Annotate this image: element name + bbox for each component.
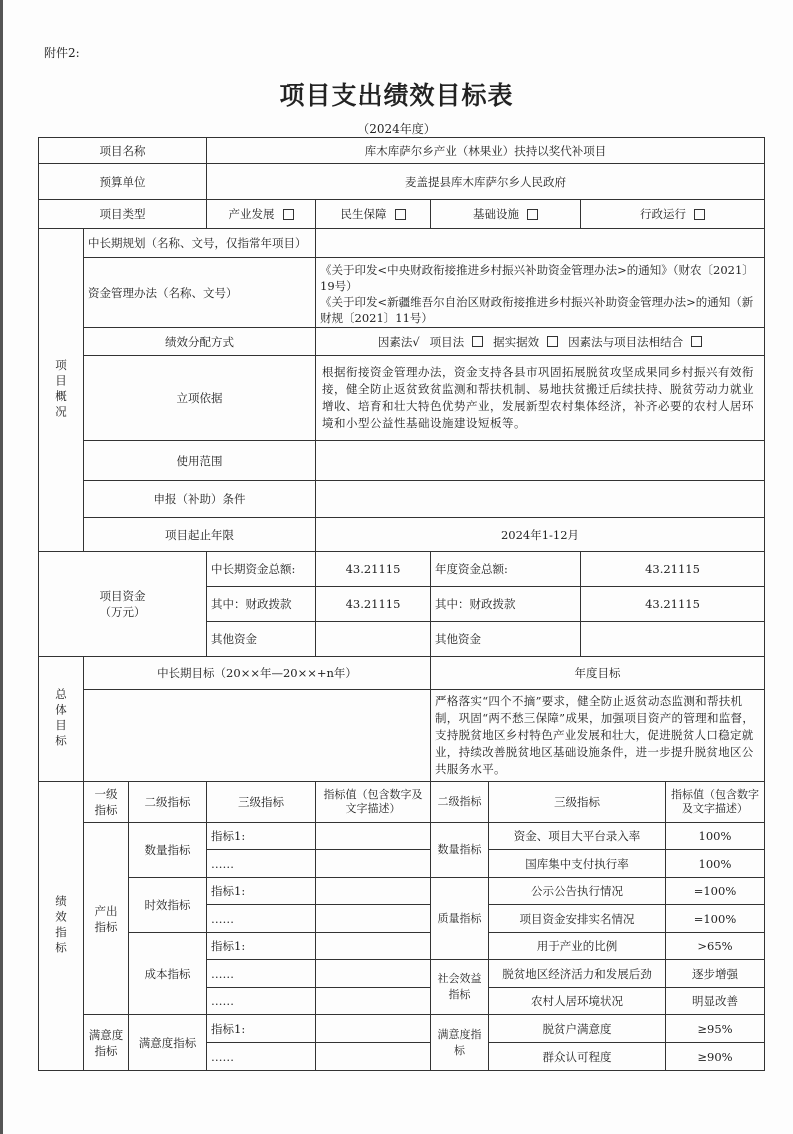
annual-fiscal-value: 43.21115 <box>580 586 765 622</box>
cost-item1: 指标1: <box>206 932 316 960</box>
cost-item-more: …… <box>206 959 316 988</box>
timeliness-item1: 指标1: <box>206 877 316 905</box>
right-item-name: 群众认可程度 <box>488 1042 666 1071</box>
checkbox-icon[interactable] <box>472 336 483 347</box>
annual-other-label: 其他资金 <box>430 621 581 657</box>
header-value-left: 指标值（包含数字及文字描述） <box>315 781 431 823</box>
satisfaction-item-more: …… <box>206 1042 316 1071</box>
right-item-name: 资金、项目大平台录入率 <box>488 822 666 850</box>
cost-item-more2: …… <box>206 987 316 1015</box>
right-item-value: 100% <box>665 822 765 850</box>
basis-value: 根据衔接资金管理办法，资金支持各县市巩固拓展脱贫攻坚成果同乡村振兴有效衔接，健全防止返贫致贫监测和帮扶机制、易地扶贫搬迁后续扶持、脱贫劳动力就业增收、培育和壮大特色优势产业，发展新型农村集体经济，补齐必要的农村人居环境和小型公益性基础设施建设短板等。 <box>315 355 765 441</box>
right-item-name: 公示公告执行情况 <box>488 877 666 905</box>
conditions-value <box>315 480 765 518</box>
scope-value <box>315 440 765 481</box>
type-option-infrastructure[interactable] <box>430 199 581 229</box>
distribution-label: 绩效分配方式 <box>83 327 316 356</box>
header-level1: 一级指标 <box>83 781 129 823</box>
right-group-quantity: 数量指标 <box>430 822 489 878</box>
page-title: 项目支出绩效目标表 <box>279 81 514 110</box>
satisfaction-level2-label: 满意度指标 <box>128 1014 207 1071</box>
right-item-name: 用于产业的比例 <box>488 932 666 960</box>
project-name-label: 项目名称 <box>38 137 207 164</box>
right-item-value: ≥90% <box>665 1042 765 1071</box>
cost-item-more2-value <box>315 987 431 1015</box>
period-label: 项目起止年限 <box>83 517 316 552</box>
mid-fiscal-value: 43.21115 <box>315 586 431 622</box>
funds-label-line2: （万元） <box>99 605 146 619</box>
right-group-social: 社会效益指标 <box>430 959 489 1015</box>
satisfaction-level1-label: 满意度指标 <box>83 1014 129 1071</box>
budget-unit-label: 预算单位 <box>38 163 207 200</box>
right-group-quality: 质量指标 <box>430 877 489 960</box>
fund-mgmt-line: 《关于印发<新疆维吾尔自治区财政衔接推进乡村振兴补助资金管理办法>的通知（新财规〔2021〕11号） <box>320 295 754 325</box>
timeliness-item1-value <box>315 877 431 905</box>
header-level3-right: 三级指标 <box>488 781 666 823</box>
checkbox-icon[interactable] <box>283 209 294 220</box>
plan-value <box>315 228 765 258</box>
mid-total-value: 43.21115 <box>315 551 431 587</box>
right-group-satisfaction: 满意度指标 <box>430 1014 489 1071</box>
annual-total-label: 年度资金总额: <box>430 551 581 587</box>
fiscal-year: （2024年度） <box>357 122 436 136</box>
quantity-item-more-value <box>315 849 431 878</box>
right-item-value: 100% <box>665 849 765 878</box>
type-option-industry[interactable] <box>206 199 316 229</box>
overview-section-label <box>38 228 84 552</box>
satisfaction-item1-value <box>315 1014 431 1043</box>
annual-goal-label: 年度目标 <box>430 656 765 690</box>
right-item-name: 脱贫地区经济活力和发展后劲 <box>488 959 666 988</box>
cost-item-more-value <box>315 959 431 988</box>
fund-mgmt-line: 《关于印发<中央财政衔接推进乡村振兴补助资金管理办法>的通知》（财农〔2021〕19号） <box>320 263 754 293</box>
right-item-value: >65% <box>665 932 765 960</box>
right-item-value: 逐步增强 <box>665 959 765 988</box>
right-item-value: 明显改善 <box>665 987 765 1015</box>
timeliness-label: 时效指标 <box>128 877 207 933</box>
cost-label: 成本指标 <box>128 932 207 1015</box>
distribution-options <box>315 327 765 356</box>
output-indicator-label: 产出指标 <box>83 822 129 1015</box>
checkbox-icon[interactable] <box>395 209 406 220</box>
budget-unit-value: 麦盖提县库木库萨尔乡人民政府 <box>206 163 765 200</box>
mid-goal-label: 中长期目标（20××年—20××+n年） <box>83 656 431 690</box>
distribution-option-factor[interactable]: 因素法√ <box>377 334 420 349</box>
quantity-item1: 指标1: <box>206 822 316 850</box>
checkbox-icon[interactable] <box>694 209 705 220</box>
type-option-label: 基础设施 <box>473 207 519 221</box>
quantity-item1-value <box>315 822 431 850</box>
distribution-option-combined[interactable]: 因素法与项目法相结合 <box>568 334 684 349</box>
annual-fiscal-label: 其中：财政拨款 <box>430 586 581 622</box>
checkbox-icon[interactable] <box>527 209 538 220</box>
goals-section-label <box>38 656 84 782</box>
mid-total-label: 中长期资金总额: <box>206 551 316 587</box>
project-type-label: 项目类型 <box>38 199 207 229</box>
type-option-label: 民生保障 <box>340 207 387 221</box>
type-option-label: 产业发展 <box>228 207 275 221</box>
scan-edge <box>0 0 3 1134</box>
cost-item1-value <box>315 932 431 960</box>
checkbox-icon[interactable] <box>547 336 558 347</box>
timeliness-item-more: …… <box>206 904 316 933</box>
mid-other-value <box>315 621 431 657</box>
fund-mgmt-value <box>315 257 765 328</box>
scope-label: 使用范围 <box>83 440 316 481</box>
period-value: 2024年1-12月 <box>315 517 765 552</box>
distribution-option-project[interactable]: 项目法 <box>429 334 465 349</box>
project-name-value: 库木库萨尔乡产业（林果业）扶持以奖代补项目 <box>206 137 765 164</box>
right-item-name: 脱贫户满意度 <box>488 1014 666 1043</box>
right-item-value: ≥95% <box>665 1014 765 1043</box>
goals-label-text: 总体目标 <box>54 688 68 750</box>
right-item-name: 国库集中支付执行率 <box>488 849 666 878</box>
type-option-livelihood[interactable] <box>315 199 431 229</box>
distribution-option-actual[interactable]: 据实据效 <box>493 334 540 349</box>
funds-label-line1: 项目资金 <box>99 589 146 603</box>
right-item-name: 项目资金安排实名情况 <box>488 904 666 933</box>
conditions-label: 申报（补助）条件 <box>83 480 316 518</box>
type-option-label: 行政运行 <box>640 207 686 221</box>
type-option-admin[interactable] <box>580 199 765 229</box>
right-item-name: 农村人居环境状况 <box>488 987 666 1015</box>
annual-total-value: 43.21115 <box>580 551 765 587</box>
satisfaction-item1: 指标1: <box>206 1014 316 1043</box>
indicators-label-text: 绩效指标 <box>54 895 68 957</box>
overview-label-text: 项目概况 <box>54 359 68 421</box>
mid-goal-value <box>83 689 431 782</box>
attachment-label: 附件2: <box>44 46 80 60</box>
header-level2-right: 二级指标 <box>430 781 489 823</box>
header-level2: 二级指标 <box>128 781 207 823</box>
plan-label: 中长期规划（名称、文号，仅指常年项目） <box>83 228 316 258</box>
right-item-value: =100% <box>665 904 765 933</box>
right-item-value: =100% <box>665 877 765 905</box>
annual-goal-value: 严格落实“四个不摘”要求，健全防止返贫动态监测和帮扶机制，巩固“两不愁三保障”成果，加强项目资产的管理和监督，支持脱贫地区乡村特色产业发展和壮大，促进脱贫人口稳定就业，持续改善脱贫地区基础设施条件，进一步提升脱贫地区公共服务水平。 <box>430 689 765 782</box>
timeliness-item-more-value <box>315 904 431 933</box>
mid-fiscal-label: 其中：财政拨款 <box>206 586 316 622</box>
indicators-section-label <box>38 781 84 1071</box>
satisfaction-item-more-value <box>315 1042 431 1071</box>
basis-label: 立项依据 <box>83 355 316 441</box>
header-level3: 三级指标 <box>206 781 316 823</box>
mid-other-label: 其他资金 <box>206 621 316 657</box>
annual-other-value <box>580 621 765 657</box>
checkbox-icon[interactable] <box>691 336 702 347</box>
quantity-label: 数量指标 <box>128 822 207 878</box>
fund-mgmt-label: 资金管理办法（名称、文号） <box>83 257 316 328</box>
funds-label <box>38 551 207 657</box>
header-value-right: 指标值（包含数字及文字描述） <box>665 781 765 823</box>
quantity-item-more: …… <box>206 849 316 878</box>
